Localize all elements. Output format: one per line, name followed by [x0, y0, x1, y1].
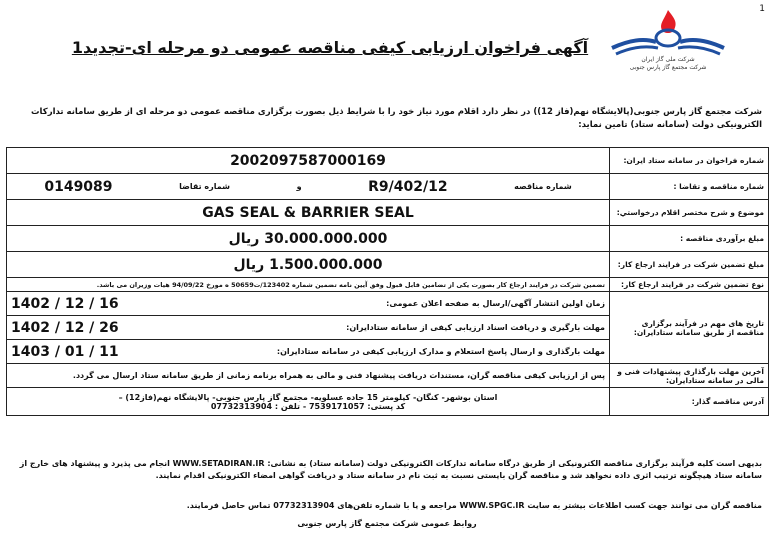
date1-value: 1402 / 12 / 16 [11, 295, 119, 312]
table-row [7, 388, 769, 416]
date3-value: 1403 / 01 / 11 [11, 343, 119, 360]
guarantee-value [7, 252, 610, 278]
tender-call-label: شماره فراخوان در سامانه ستاد ایران: [610, 148, 769, 174]
dates-label: تاریخ های مهم در فرآیند برگزاری مناقصه از طریق سامانه ستادایران: [610, 292, 769, 364]
page-number: 1 [759, 4, 765, 14]
date2-cell [7, 316, 610, 340]
company-logo [608, 8, 728, 88]
guarantee-amount: 1.500.000.000 [269, 256, 383, 273]
address-label: آدرس مناقصه گذار: [610, 388, 769, 416]
date1-cell [7, 292, 610, 316]
tender-values [7, 174, 610, 200]
final-deadline-value: پس از ارزیابی کیفی مناقصه گران، مستندات دریافت پیشنهاد فنی و مالی به همراه برنامه زمانی از طریق سامانه ستاد ارسال می گردد. [7, 364, 610, 388]
guarantee-label: مبلغ تضمین شرکت در فرایند ارجاع کار: [610, 252, 769, 278]
date3-text: مهلت بارگذاری و ارسال پاسخ استعلام و مدارک ارزیابی کیفی در سامانه ستادایران: [276, 347, 605, 356]
final-deadline-label: آخرین مهلت بارگذاری پیشنهادات فنی و مالی در سامانه ستادایران: [610, 364, 769, 388]
intro-paragraph: شرکت مجتمع گاز پارس جنوبی(پالایشگاه نهم(فاز 12)) در نظر دارد اقلام مورد نیاز خود را با شرایط ذیل بصورت برگزاری مناقصه عمومی دو مرحله ای از طریق سامانه تدارکات الکترونیکی دولت (سامانه ستاد) تامین نماید: [31, 107, 762, 130]
estimate-label: مبلغ برآوردی مناقصه : [610, 226, 769, 252]
table-row [7, 148, 769, 174]
footer-paragraph-1: بدیهی است کلیه فرآیند برگزاری مناقصه الکترونیکی از طریق درگاه سامانه تدارکات الکترونیکی دولت (سامانه ستاد) به نشانی: WWW.SETADIRAN.IR انجام می پذیرد و پیشنهاد های خارج از سامانه ستاد هیچگونه ترتیب اثری داده نخواهد شد و مناقصه گران بایستی نسبت به ثبت نام در سامانه ستاد و دریافت گواهی امضاء الکترونیکی اقدام نمایند. [19, 459, 762, 480]
logo-caption [612, 56, 724, 72]
address-line2: کد پستی: 7539171057 - تلفن : 07732313904 [210, 401, 406, 411]
tender-details-table [6, 147, 769, 416]
tender-no-value: R9/402/12 [368, 178, 448, 195]
table-row [7, 278, 769, 292]
request-caption: شماره تقاضا [179, 182, 230, 191]
logo-caption-line1: شرکت ملی گاز ایران [641, 56, 695, 63]
date2-value: 1402 / 12 / 26 [11, 319, 119, 336]
request-value: 0149089 [44, 178, 113, 195]
and-word: و [296, 182, 302, 191]
estimate-amount: 30.000.000.000 [264, 230, 388, 247]
table-row [7, 364, 769, 388]
date3-cell [7, 340, 610, 364]
subject-text: GAS SEAL & BARRIER SEAL [202, 204, 414, 221]
address-line1: استان بوشهر- کنگان- کیلومتر 15 جاده عسلویه- مجتمع گاز پارس جنوبی- پالایشگاه نهم(فاز12) – [118, 392, 498, 402]
notice-title: آگهی فراخوان ارزیابی کیفی مناقصه عمومی دو مرحله ای-تجدید1 [71, 38, 589, 57]
table-row [7, 252, 769, 278]
guarantee-type-label: نوع تضمین شرکت در فرایند ارجاع کار: [610, 278, 769, 292]
date1-text: زمان اولین انتشار آگهی/ارسال به صفحه اعلان عمومی: [386, 299, 605, 308]
table-row [7, 174, 769, 200]
tender-no-caption: شماره مناقصه [514, 182, 572, 191]
tender-label: شماره مناقصه و تقاضا : [610, 174, 769, 200]
table-row [7, 226, 769, 252]
estimate-unit: ریال [228, 230, 260, 247]
tender-call-value [7, 148, 610, 174]
table-row [7, 200, 769, 226]
footer-signature: روابط عمومی شرکت مجتمع گاز پارس جنوبی [297, 519, 477, 528]
estimate-value [7, 226, 610, 252]
subject-value [7, 200, 610, 226]
footer-paragraph-2: مناقصه گران می توانند جهت کسب اطلاعات بیشتر به سایت WWW.SPGC.IR مراجعه و یا با شماره تلفن‌های 07732313904 تماس حاصل فرمایند. [186, 501, 762, 510]
address-value [7, 388, 610, 416]
table-row [7, 292, 769, 316]
tender-call-number: 2002097587000169 [230, 152, 386, 169]
logo-caption-line2: شرکت مجتمع گاز پارس جنوبی [629, 64, 707, 71]
guarantee-unit: ریال [233, 256, 265, 273]
guarantee-type-value: تضمین شرکت در فرایند ارجاع کار بصورت یکی از تضامین قابل قبول وفق آیین نامه تضمین شماره 123402/ت50659 ه مورخ 94/09/22 هیات وزیران می باشد. [7, 278, 610, 292]
subject-label: موضوع و شرح مختصر اقلام درخواستي: [610, 200, 769, 226]
date2-text: مهلت بارگیری و دریافت اسناد ارزیابی کیفی از سامانه ستادایران: [346, 323, 605, 332]
